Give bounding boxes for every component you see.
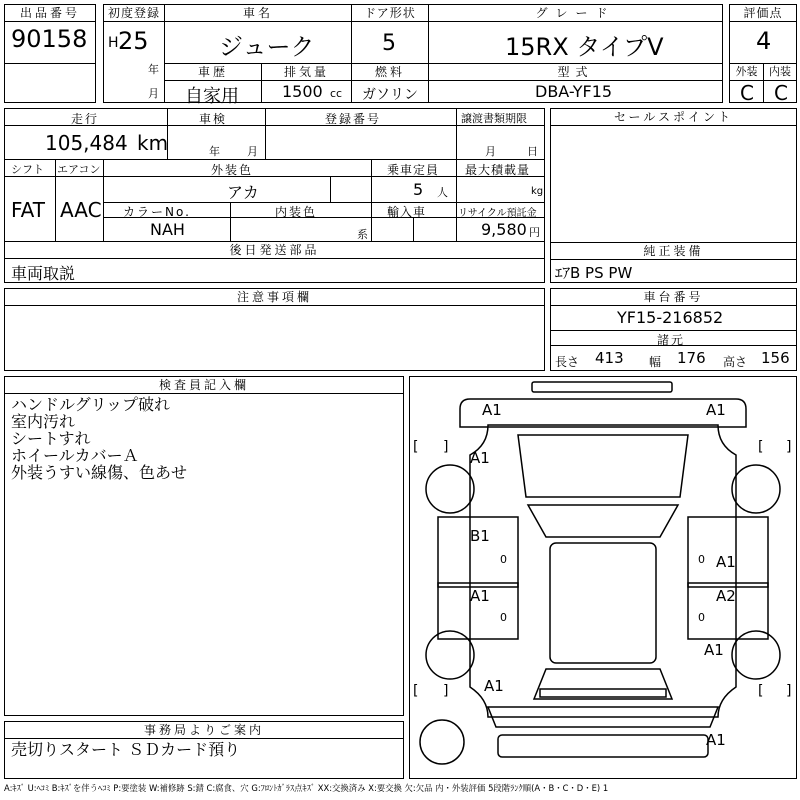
damage-left-quarter: A1 [484, 677, 504, 695]
damage-front-right: A1 [706, 401, 726, 419]
mileage-label: 走行 [71, 112, 100, 126]
transfer-day-unit: 日 [527, 145, 538, 158]
diagram-spare-wheel [420, 720, 464, 764]
damage-right-front-door-sub: 0 [698, 553, 705, 566]
inspector-line-5: 外装うすい線傷、色あせ [11, 463, 188, 482]
notes-box [4, 288, 545, 371]
legend-text: A:ｷｽﾞ U:ﾍｺﾐ B:ｷｽﾞを伴うﾍｺﾐ P:要塗装 W:補修跡 S:錆 C:腐食、穴 G:ﾌﾛﾝﾄｶﾞﾗｽ点ｷｽﾞ XX:交換済み X:要交換 欠:欠品 内・外装評価 5段階ﾗﾝｸ順(A・B・C・D・E) 1 [4, 783, 609, 793]
exterior-grade-value: C [740, 81, 754, 105]
diagram-bracket-1: [ [413, 439, 419, 455]
capacity-value: 5 [413, 180, 424, 199]
score-cell [729, 4, 797, 64]
damage-right-rear-door-sub: 0 [698, 611, 705, 624]
diagram-roof [550, 543, 656, 663]
sales-point-box [550, 108, 797, 243]
doors-label: ドア形状 [352, 5, 428, 22]
mileage-value: 105,484 [45, 131, 128, 155]
recycle-label: リサイクル預託金 [458, 208, 537, 219]
damage-rear-bumper: A1 [706, 731, 726, 749]
model-cell [428, 63, 723, 103]
diagram-wheel-rear-right [732, 631, 780, 679]
reg-no-label: 登録番号 [325, 112, 382, 126]
displacement-unit: cc [330, 87, 343, 100]
diagram-bracket-8: ] [786, 683, 792, 699]
height-value: 156 [761, 349, 790, 367]
diagram-bracket-7: [ [758, 683, 764, 699]
diagram-body-outline [470, 425, 736, 717]
diagram-bracket-3: [ [758, 439, 764, 455]
first-reg-label: 初度登録 [104, 5, 164, 22]
diagram-rear-plate [540, 689, 666, 697]
doors-value: 5 [382, 31, 396, 56]
color-no-value: NAH [150, 220, 185, 239]
mileage-unit: km [137, 131, 169, 155]
shift-value: FAT [11, 198, 46, 222]
width-label: 幅 [649, 355, 662, 369]
aircon-value: AAC [60, 198, 102, 222]
inspection-year-unit: 年 [209, 145, 220, 158]
top-info-block [4, 4, 797, 107]
inspector-line-2: 室内汚れ [11, 412, 76, 431]
damage-right-front-door: A1 [716, 553, 736, 571]
lot-number-label: 出品番号 [5, 5, 95, 22]
history-cell [164, 63, 262, 107]
sales-point-label: セールスポイント [551, 109, 796, 126]
chassis-box [550, 288, 797, 371]
spec-grid [4, 159, 545, 242]
office-value: 売切りスタート ＳＤカード預り [11, 740, 241, 759]
lot-number-lower [4, 63, 96, 103]
length-value: 413 [595, 349, 624, 367]
diagram-wheel-front-left [426, 465, 474, 513]
diagram-right-front-door [688, 517, 768, 587]
diagram-bracket-6: ] [443, 683, 449, 699]
mileage-row [4, 108, 545, 160]
inspection-label: 車検 [199, 112, 228, 126]
aircon-label: エアコン [57, 163, 101, 176]
inspection-month-unit: 月 [247, 145, 258, 158]
damage-left-rear-door: A1 [470, 587, 490, 605]
capacity-label: 乗車定員 [387, 163, 440, 177]
transfer-month-unit: 月 [485, 145, 496, 158]
grade-value: 15RX タイプV [505, 33, 664, 61]
interior-grade-label: 内装 [764, 64, 796, 81]
car-name-value: ジューク [219, 33, 315, 61]
chassis-value: YF15-216852 [617, 308, 724, 327]
recycle-unit: 円 [529, 226, 540, 239]
inspector-line-3: シートすれ [11, 429, 91, 448]
doors-cell [351, 4, 429, 64]
post-parts-value: 車両取説 [11, 264, 76, 283]
diagram-rear-gate [498, 735, 708, 757]
car-diagram-box [409, 376, 797, 779]
first-reg-era: H [108, 35, 119, 51]
office-box [4, 721, 404, 779]
width-value: 176 [677, 349, 706, 367]
exterior-grade-label: 外装 [730, 64, 763, 81]
first-reg-year-unit: 年 [148, 63, 159, 76]
post-parts-label: 後日発送部品 [5, 242, 544, 259]
inspector-box [4, 376, 404, 716]
diagram-windshield [528, 505, 678, 537]
displacement-value: 1500 [282, 82, 323, 101]
damage-front-left: A1 [482, 401, 502, 419]
diagram-rear-window [534, 669, 672, 699]
diagram-front-plate [532, 382, 672, 392]
car-name-cell [164, 4, 352, 64]
transfer-docs-label: 譲渡書類期限 [461, 112, 527, 125]
displacement-cell [261, 63, 352, 103]
diagram-front-bumper [460, 399, 746, 427]
diagram-hood [518, 435, 688, 497]
equipment-value: ｴｱB PS PW [555, 264, 633, 282]
fuel-value: ガソリン [362, 87, 418, 103]
height-label: 高さ [723, 355, 748, 369]
grade-cell [428, 4, 723, 64]
interior-grade-cell [763, 63, 797, 103]
recycle-value: 9,580 [481, 220, 527, 239]
equipment-label: 純正装備 [551, 243, 796, 260]
displacement-label: 排気量 [262, 64, 351, 81]
inspector-line-1: ハンドルグリップ破れ [11, 395, 171, 414]
import-label: 輸入車 [387, 205, 427, 219]
score-value: 4 [756, 27, 772, 55]
score-label: 評価点 [730, 5, 796, 22]
grade-label: グレード [429, 5, 722, 22]
fuel-label: 燃料 [352, 64, 428, 81]
exterior-grade-cell [729, 63, 764, 103]
shift-label: シフト [11, 163, 44, 176]
office-label: 事務局よりご案内 [5, 722, 403, 739]
lot-number-value: 90158 [11, 25, 88, 53]
interior-color-suffix: 系 [357, 228, 368, 241]
diagram-bracket-4: ] [786, 439, 792, 455]
color-no-label: カラーNo. [123, 205, 191, 219]
exterior-color-label: 外装色 [211, 163, 254, 177]
diagram-wheel-front-right [732, 465, 780, 513]
max-load-unit: kg [531, 186, 544, 197]
history-value: 自家用 [185, 86, 239, 107]
damage-left-fender: A1 [470, 449, 490, 467]
model-value: DBA-YF15 [535, 82, 613, 101]
damage-left-rear-door-sub: 0 [500, 611, 507, 624]
first-reg-month-unit: 月 [148, 87, 159, 100]
car-name-label: 車名 [165, 5, 351, 22]
inspector-label: 検査員記入欄 [5, 377, 403, 394]
diagram-bracket-2: ] [443, 439, 449, 455]
chassis-label: 車台番号 [551, 289, 796, 306]
length-label: 長さ [555, 355, 580, 369]
history-label: 車歴 [165, 64, 261, 81]
fuel-cell [351, 63, 429, 103]
damage-right-quarter: A1 [704, 641, 724, 659]
exterior-color-value: アカ [227, 183, 259, 202]
model-label: 型式 [429, 64, 722, 81]
car-diagram [410, 377, 796, 778]
equipment-box [550, 242, 797, 283]
first-reg-cell [103, 4, 165, 103]
notes-label: 注意事項欄 [5, 289, 544, 306]
capacity-unit: 人 [437, 186, 448, 199]
damage-left-front-door-sub: 0 [500, 553, 507, 566]
damage-right-rear-door: A2 [716, 587, 736, 605]
diagram-bracket-5: [ [413, 683, 419, 699]
diagram-wheel-rear-left [426, 631, 474, 679]
dimensions-label: 諸元 [657, 333, 686, 347]
damage-left-front-door: B1 [470, 527, 490, 545]
inspector-line-4: ホイールカバーＡ [11, 446, 139, 465]
interior-grade-value: C [774, 81, 788, 105]
lot-number-cell [4, 4, 96, 64]
post-parts-box [4, 241, 545, 283]
max-load-label: 最大積載量 [465, 163, 531, 177]
first-reg-year: 25 [118, 27, 149, 55]
interior-color-label: 内装色 [275, 205, 318, 219]
